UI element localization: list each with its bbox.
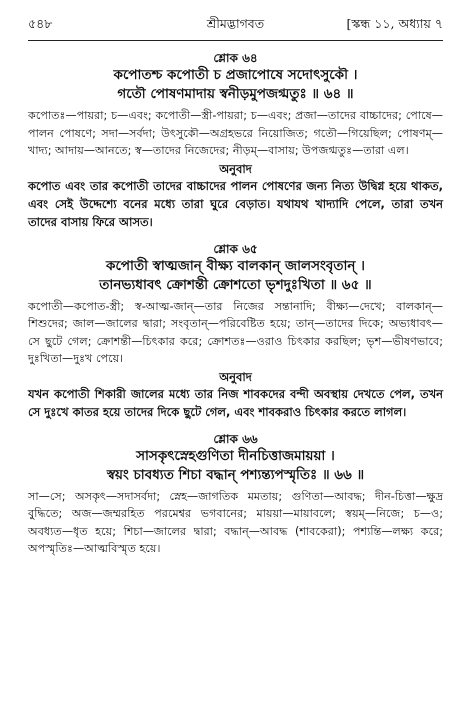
chapter-reference: [স্কন্ধ ১১, অধ্যায় ৭ [346,16,443,31]
translation-label: অনুবাদ [219,369,252,384]
verse-line: কপোতশ্চ কপোতী চ প্রজাপোষে সদোৎসুকৌ । [113,67,358,83]
synonyms-paragraph: কপোতী—কপোত-স্ত্রী; স্ব-আত্ম-জান্—তার নিজের সন্তানাদি; বীক্ষ্য—দেখে; বালকান্—শিশুদের; জাল—জালের দ্বারা; সংবৃতান্—পরিবেষ্টিত হয়ে; তান্—তাদের দিকে; অভ্যধাবৎ—সে ছুটে গেল; ক্রোশন্তী—চিৎকার করে; ক্রোশতঃ—ওরাও চিৎকার করছিল; ভৃশ—ভীষণভাবে; দুঃখিতা—দুঃখ পেয়ে। [28,299,443,365]
translation-paragraph: কপোত এবং তার কপোতী তাদের বাচ্চাদের পালন পোষণের জন্য নিত্য উদ্বিগ্ন হয়ে থাকত, এবং সেই উদ্দেশ্যে বনের মধ্যে তারা ঘুরে বেড়াত। যথাযথ খাদ্যাদি পেলে, তারা তখন তাদের বাসায় ফিরে আসত। [28,178,443,229]
verse-line: তানভ্যধাবৎ ক্রোশন্তী ক্রোশতো ভৃশদুঃখিতা ॥ ৬৫ ॥ [99,276,372,293]
verse-line: স্বয়ং চাবধ্যত শিচা বদ্ধান্ পশ্যন্ত্যপস্মৃতিঃ ॥ ৬৬ ॥ [106,466,365,483]
book-title: শ্রীমদ্ভাগবত [206,16,265,31]
verse-line: কপোতী স্বাত্মজান্ বীক্ষ্য বালকান্ জালসংবৃতান্ । [106,257,365,274]
header-divider [28,40,443,41]
sloka-section [28,50,443,231]
sloka-label: শ্লোক ৬৪ [213,51,258,65]
verse-line: গতৌ পোষণমাদায় স্বনীড়মুপজগ্মতুঃ ॥ ৬৪ ॥ [117,86,354,102]
page-content [28,48,443,558]
sloka-section [28,431,443,558]
sloka-label: শ্লোক ৬৫ [213,241,258,256]
translation-paragraph: যখন কপোতী শিকারী জালের মধ্যে তার নিজ শাবকদের বন্দী অবস্থায় দেখতে পেল, তখন সে দুঃখে কাতর হয়ে তাদের দিকে ছুটে গেল, এবং শাবকরাও চিৎকার করতে লাগল। [28,386,443,419]
sloka-section [28,241,443,421]
sloka-label: শ্লোক ৬৬ [213,431,258,446]
verse-line: সাসকৃৎস্নেহগুণিতা দীনচিত্তাজমায়য়া । [136,447,335,464]
page-header [28,16,443,36]
page-number: ৫৪৮ [28,16,53,31]
synonyms-paragraph: সা—সে; অসকৃৎ—সদাসর্বদা; স্নেহ—জাগতিক মমতায়; গুণিতা—আবদ্ধ; দীন-চিত্তা—ক্ষুদ্র বুদ্ধিতে; অজ—জম্মরহিত পরমেশ্বর ভগবানের; মায়য়া—মায়াবলে; স্বয়ম্—নিজে; চ—ও; অবধ্যত—ধৃত হয়ে; শিচা—জালের দ্বারা; বদ্ধান্—আবদ্ধ (শাবকেরা); পশ্যন্তি—লক্ষ্য করে; অপস্মৃতিঃ—আত্মবিস্মৃত হয়ে। [28,489,443,555]
translation-label: অনুবাদ [219,161,252,176]
synonyms-paragraph: কপোতঃ—পায়রা; চ—এবং; কপোতী—স্ত্রী-পায়রা; চ—এবং; প্রজা—তাদের বাচ্চাদের; পোষে—পালন পোষণে; সদা—সর্বদা; উৎসুকৌ—অগ্রহভরে নিয়োজিত; গতৌ—গিয়েছিল; পোষণম্—খাদ্য; আদায়—আনতে; স্ব—তাদের নিজেদের; নীড়ম্—বাসায়; উপজগ্মতুঃ—তারা এল। [28,109,443,157]
